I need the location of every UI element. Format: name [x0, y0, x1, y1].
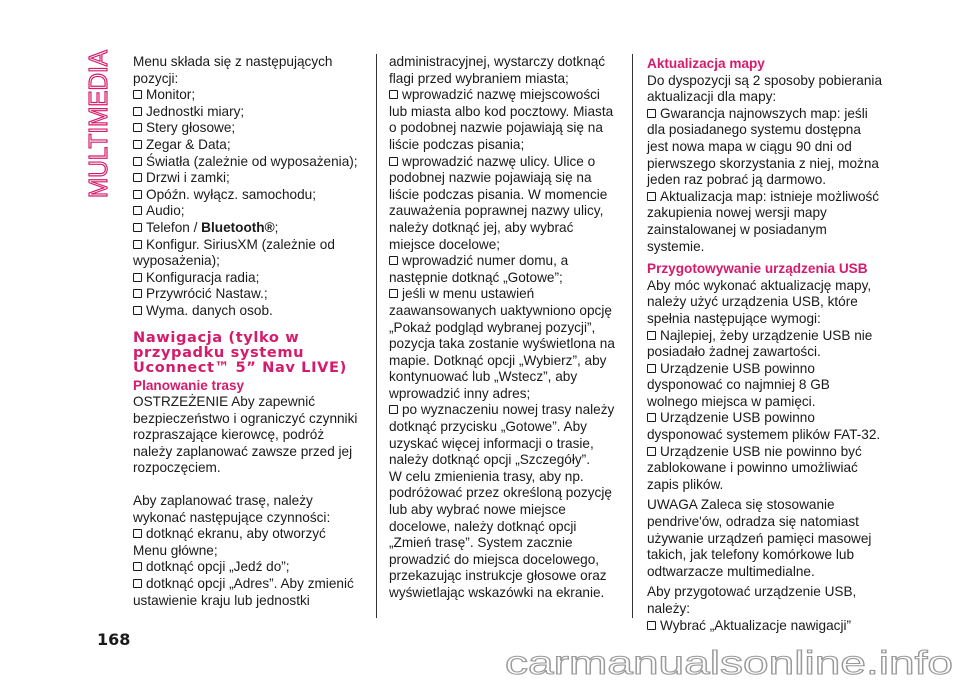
side-title-svg: [80, 48, 114, 198]
usb-requirements-list: [647, 328, 883, 494]
column-divider: [376, 54, 377, 618]
bullet-icon: [389, 157, 398, 166]
bullet-icon: [133, 140, 142, 149]
list-item: dotknąć opcji „Adres”. Aby zmienić ustawienie kraju lub jednostki: [133, 576, 354, 608]
list-item: Zegar & Data;: [133, 137, 358, 154]
list-item: Wyma. danych osob.: [133, 303, 358, 320]
bullet-icon: [133, 123, 142, 132]
list-item: dotknąć opcji „Jedź do”;: [133, 559, 358, 576]
usb-intro: Aby móc wykonać aktualizację mapy, należy użyć urządzenia USB, które spełnia następujące wymogi:: [647, 277, 872, 326]
bullet-icon: [133, 240, 142, 249]
bullet-icon: [133, 206, 142, 215]
subheading-route-planning: Planowanie trasy: [133, 377, 245, 393]
menu-list: [133, 87, 358, 319]
bullet-icon: [647, 331, 656, 340]
list-item-telefon: Telefon / Bluetooth®;: [133, 220, 358, 237]
list-item: wprowadzić nazwę ulicy. Ulice o podobnej nazwie pojawiają się na liście podczas pisania. W momencie zauważenia poprawnej nazwy ulicy, należy dotknąć jej, aby wybrać miejsce docelowe;: [389, 153, 608, 252]
list-item: jeśli w menu ustawień zaawansowanych uaktywniono opcję „Pokaż podgląd wybranej pozycji”, pozycja taka zostanie wyświetlona na mapie. Dotknąć opcji „Wybierz”, aby kontynuować lub „Wstecz”, aby wprowadzić inny adres;: [389, 286, 615, 401]
list-item: Gwarancja najnowszych map: jeśli dla posiadanego systemu dostępna jest nowa mapa w ciągu 90 dni od pierwszego skorzystania z niej, można jeden raz pobrać ją darmowo.: [647, 105, 879, 188]
bullet-icon: [389, 90, 398, 99]
list-item: Urządzenie USB powinno dysponować systemem plików FAT-32.: [647, 410, 881, 443]
bullet-icon: [389, 405, 398, 414]
column-1: [133, 54, 358, 609]
list-item: Konfiguracja radia;: [133, 270, 358, 287]
bullet-icon: [647, 447, 656, 456]
heading-usb-prep: Przygotowywanie urządzenia USB: [647, 261, 868, 277]
heading-map-update: Aktualizacja mapy: [647, 56, 765, 71]
bullet-icon: [133, 273, 142, 282]
list-item: dotknąć ekranu, aby otworzyć Menu główne;: [133, 526, 326, 558]
bullet-icon: [647, 109, 656, 118]
bullet-icon: [133, 223, 142, 232]
route-change-text: W celu zmienienia trasy, aby np. podróżować przez określoną pozycję lub aby wybrać nowe miejsce docelowe, należy dotknąć opcji „Zmień trasę”. System zacznie prowadzić do miejsca docelowego, przekazując instrukcje głosowe oraz wyświetlając wskazówki na ekranie.: [389, 468, 612, 600]
bullet-icon: [133, 90, 142, 99]
watermark-svg: [505, 643, 955, 683]
list-item: Najlepiej, żeby urządzenie USB nie posiadało żadnej zawartości.: [647, 327, 873, 360]
list-item: Światła (zależnie od wyposażenia);: [133, 154, 358, 171]
column-divider: [632, 54, 633, 618]
bullet-icon: [389, 289, 398, 298]
note-text: UWAGA Zaleca się stosowanie pendrive'ów, odradza się natomiast używanie urządzeń pamięci masowej takich, jak telefony komórkowe lub odtwarzacze multimedialne.: [647, 497, 872, 579]
bullet-icon: [133, 289, 142, 298]
list-item: wprowadzić numer domu, a następnie dotknąć „Gotowe”;: [389, 253, 569, 285]
plan-steps-list: [133, 526, 358, 609]
watermark: [505, 643, 955, 683]
bullet-icon: [133, 190, 142, 199]
bullet-icon: [389, 256, 398, 265]
bullet-icon: [647, 621, 656, 630]
watermark-text: carmanualsonline.info: [505, 644, 953, 681]
list-item: Przywrócić Nastaw.;: [133, 286, 358, 303]
list-item: Wybrać „Aktualizacje nawigacji”: [647, 618, 883, 635]
menu-intro: Menu składa się z następujących pozycji:: [133, 54, 333, 86]
map-update-list: [647, 106, 883, 255]
map-update-intro: Do dyspozycji są 2 sposoby pobierania aktualizacji dla mapy:: [647, 72, 883, 105]
list-item: Aktualizacja map: istnieje możliwość zakupienia nowej wersji mapy zainstalowanej w posiadanym systemie.: [647, 188, 880, 254]
list-item: Audio;: [133, 203, 358, 220]
list-item: wprowadzić nazwę miejscowości lub miasta albo kod pocztowy. Miasta o podobnej nazwie pojawiają się na liście podczas pisania;: [389, 87, 614, 152]
route-steps-list: [389, 87, 619, 469]
bullet-icon: [133, 157, 142, 166]
bullet-icon: [133, 529, 142, 538]
list-item: Monitor;: [133, 87, 358, 104]
bullet-icon: [133, 107, 142, 116]
bullet-icon: [133, 562, 142, 571]
list-item: Urządzenie USB powinno dysponować co najmniej 8 GB wolnego miejsca w pamięci.: [647, 360, 830, 409]
list-item: Stery głosowe;: [133, 120, 358, 137]
list-item: Opóźn. wyłącz. samochodu;: [133, 187, 358, 204]
column-3: [647, 56, 883, 634]
bullet-icon: [647, 192, 656, 201]
bullet-icon: [133, 306, 142, 315]
list-item: Urządzenie USB nie powinno być zablokowane i powinno umożliwiać zapis plików.: [647, 443, 862, 492]
section-side-title: [80, 48, 114, 198]
bullet-icon: [647, 364, 656, 373]
continued-text: administracyjnej, wystarczy dotknąć flagi przed wybraniem miasta;: [389, 54, 606, 86]
list-item: Drzwi i zamki;: [133, 170, 358, 187]
side-title-text: MULTIMEDIA: [85, 48, 113, 198]
plan-intro: Aby zaplanować trasę, należy wykonać następujące czynności:: [133, 493, 331, 525]
usb-prep-intro: Aby przygotować urządzenie USB, należy:: [647, 584, 857, 616]
list-item: po wyznaczeniu nowej trasy należy dotknąć przycisku „Gotowe”. Aby uzyskać więcej informacji o trasie, należy dotknąć opcji „Szczegóły”.: [389, 402, 615, 468]
bullet-icon: [647, 413, 656, 422]
column-2: [389, 54, 619, 602]
bullet-icon: [133, 579, 142, 588]
bullet-icon: [133, 173, 142, 182]
warning-text: OSTRZEŻENIE Aby zapewnić bezpieczeństwo i ograniczyć czynniki rozpraszające kierowcę, podróż należy zaplanować zawsze przed jej rozpoczęciem.: [133, 394, 358, 476]
section-heading-navigation: Nawigacja (tylko w przypadku systemu Uconnect™ 5” Nav LIVE): [133, 328, 347, 376]
page-number: 168: [97, 630, 131, 649]
list-item: Jednostki miary;: [133, 104, 358, 121]
list-item: Konfigur. SiriusXM (zależnie od wyposażenia);: [133, 236, 335, 269]
